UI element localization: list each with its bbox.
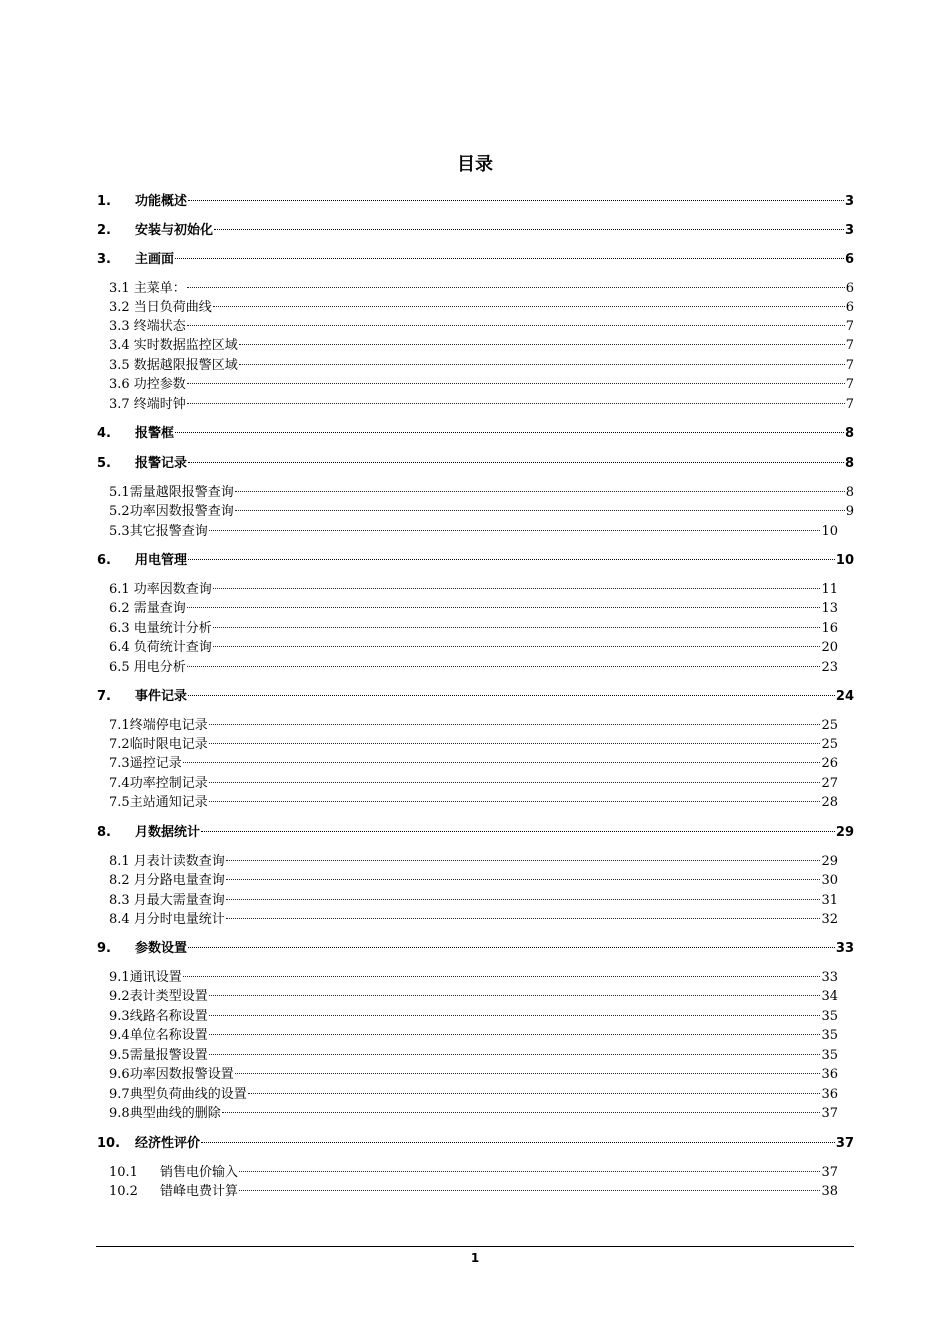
toc-entry-title: 经济性评价 (135, 1136, 201, 1151)
toc-entry-title: 功率因数查询 (133, 582, 212, 597)
toc-dot-leader (213, 613, 821, 632)
toc-entry-page: 8 (844, 456, 854, 471)
toc-entry-page: 33 (821, 970, 838, 985)
toc-entry-chapter[interactable] (97, 186, 854, 209)
toc-entry-section[interactable] (109, 1020, 838, 1043)
toc-entry-section[interactable] (109, 865, 838, 888)
toc-entry-number: 9.4 (109, 1028, 130, 1043)
toc-entry-section[interactable] (109, 369, 854, 392)
toc-dot-leader (235, 496, 845, 515)
toc-entry-section[interactable] (109, 574, 838, 597)
toc-entry-chapter[interactable] (97, 215, 854, 238)
toc-entry-number: 3.7 (109, 397, 130, 412)
toc-entry-number: 6. (97, 553, 111, 568)
toc-entry-chapter[interactable] (97, 448, 854, 471)
toc-entry-chapter[interactable] (97, 933, 854, 956)
toc-entry-number: 6.4 (109, 640, 130, 655)
toc-entry-number: 10. (97, 1136, 121, 1151)
toc-entry-number: 3.2 (109, 300, 130, 315)
toc-dot-leader (226, 885, 821, 904)
toc-dot-leader (187, 311, 845, 330)
toc-entry-number: 3.5 (109, 358, 130, 373)
toc-entry-title: 典型曲线的删除 (129, 1106, 221, 1121)
footer-page-number: 1 (470, 1251, 480, 1265)
toc-dot-leader (209, 1040, 821, 1059)
toc-entry-page: 13 (821, 601, 838, 616)
toc-entry-page: 7 (845, 358, 854, 373)
toc-entry-section[interactable] (109, 330, 854, 353)
toc-dot-leader (188, 186, 844, 205)
toc-entry-page: 25 (821, 737, 838, 752)
toc-entry-page: 24 (835, 689, 854, 704)
toc-entry-section[interactable] (109, 1059, 838, 1082)
toc-entry-title: 参数设置 (135, 941, 188, 956)
toc-entry-number: 3.3 (109, 319, 130, 334)
toc-entry-title: 其它报警查询 (129, 524, 208, 539)
toc-entry-number: 3.4 (109, 338, 130, 353)
toc-entry-title: 主菜单： (133, 281, 186, 296)
toc-dot-leader (188, 448, 844, 467)
toc-entry-title: 终端停电记录 (129, 718, 208, 733)
toc-entry-title: 报警记录 (135, 456, 188, 471)
toc-entry-title: 功能概述 (135, 194, 188, 209)
toc-dot-leader (188, 681, 835, 700)
toc-dot-leader (187, 389, 845, 408)
toc-entry-page: 7 (845, 338, 854, 353)
toc-entry-page: 23 (821, 660, 838, 675)
toc-entry-page: 8 (844, 426, 854, 441)
toc-entry-page: 16 (821, 621, 838, 636)
toc-entry-page: 7 (845, 377, 854, 392)
toc-entry-title: 通讯设置 (129, 970, 182, 985)
toc-entry-title: 临时限电记录 (129, 737, 208, 752)
toc-dot-leader (187, 273, 845, 292)
toc-entry-page: 25 (821, 718, 838, 733)
toc-entry-page: 36 (821, 1067, 838, 1082)
toc-entry-page: 7 (845, 319, 854, 334)
toc-entry-section[interactable] (109, 273, 854, 296)
toc-dot-leader (209, 981, 821, 1000)
toc-entry-number: 8.2 (109, 873, 130, 888)
toc-entry-page: 30 (821, 873, 838, 888)
toc-entry-page: 7 (845, 397, 854, 412)
toc-entry-section[interactable] (109, 496, 854, 519)
toc-entry-title: 典型负荷曲线的设置 (129, 1087, 247, 1102)
toc-dot-leader (183, 962, 821, 981)
toc-dot-leader (209, 768, 821, 787)
toc-dot-leader (239, 1176, 820, 1195)
toc-entry-section[interactable] (109, 710, 838, 733)
toc-entry-title: 单位名称设置 (129, 1028, 208, 1043)
toc-entry-number: 8.4 (109, 912, 130, 927)
toc-dot-leader (226, 846, 821, 865)
toc-entry-page: 36 (821, 1087, 838, 1102)
toc-entry-section[interactable] (109, 652, 838, 675)
toc-entry-section[interactable] (109, 962, 838, 985)
toc-dot-leader (188, 545, 835, 564)
toc-entry-page: 35 (821, 1028, 838, 1043)
toc-entry-section[interactable] (109, 981, 838, 1004)
toc-entry-section[interactable] (109, 593, 838, 616)
toc-entry-section[interactable] (109, 311, 854, 334)
toc-entry-section[interactable] (109, 613, 838, 636)
toc-entry-chapter[interactable] (97, 244, 854, 267)
toc-entry-number: 8.1 (109, 854, 130, 869)
toc-entry-title: 销售电价输入 (160, 1165, 239, 1180)
toc-entry-page: 35 (821, 1048, 838, 1063)
toc-entry-page: 35 (821, 1009, 838, 1024)
toc-entry-number: 2. (97, 223, 111, 238)
toc-entry-number: 9.1 (109, 970, 130, 985)
toc-entry-section[interactable] (109, 632, 838, 655)
toc-entry-section[interactable] (109, 1098, 838, 1121)
toc-entry-number: 7.4 (109, 776, 130, 791)
toc-entry-page: 6 (845, 300, 854, 315)
toc-entry-page: 28 (821, 795, 838, 810)
toc-entry-number: 7.1 (109, 718, 130, 733)
toc-entry-title: 错峰电费计算 (160, 1184, 239, 1199)
toc-entry-title: 月数据统计 (135, 825, 201, 840)
toc-entry-section[interactable] (109, 516, 838, 539)
toc-entry-chapter[interactable] (97, 545, 854, 568)
toc-dot-leader (213, 292, 845, 311)
toc-dot-leader (187, 593, 821, 612)
toc-entry-title: 终端状态 (133, 319, 186, 334)
toc-entry-title: 遥控记录 (129, 756, 182, 771)
toc-entry-number: 6.2 (109, 601, 130, 616)
toc-dot-leader (214, 215, 844, 234)
toc-dot-leader (188, 933, 835, 952)
toc-dot-leader (213, 632, 821, 651)
toc-entry-title: 功率因数报警查询 (129, 504, 234, 519)
toc-entry-title: 需量查询 (133, 601, 186, 616)
toc-dot-leader (248, 1079, 821, 1098)
toc-entry-number: 5.1 (109, 485, 130, 500)
toc-dot-leader (209, 729, 821, 748)
toc-entry-number: 9.7 (109, 1087, 130, 1102)
toc-entry-section[interactable] (109, 885, 838, 908)
toc-entry-section[interactable] (109, 1176, 838, 1199)
toc-entry-title: 需量越限报警查询 (129, 485, 234, 500)
toc-dot-leader (209, 1020, 821, 1039)
toc-dot-leader (239, 330, 845, 349)
toc-entry-page: 34 (821, 989, 838, 1004)
toc-entry-number: 9. (97, 941, 111, 956)
toc-entry-page: 6 (845, 281, 854, 296)
toc-dot-leader (187, 369, 845, 388)
toc-dot-leader (175, 418, 844, 437)
toc-entry-page: 10 (821, 524, 838, 539)
toc-entry-section[interactable] (109, 748, 838, 771)
toc-entry-page: 27 (821, 776, 838, 791)
toc-entry-number: 7.3 (109, 756, 130, 771)
toc-entry-title: 功控参数 (133, 377, 186, 392)
toc-entry-number: 9.8 (109, 1106, 130, 1121)
toc-dot-leader (226, 904, 821, 923)
toc-entry-title: 实时数据监控区域 (133, 338, 238, 353)
toc-entry-number: 3.1 (109, 281, 130, 296)
toc-entry-number: 6.1 (109, 582, 130, 597)
toc-entry-section[interactable] (109, 846, 838, 869)
page-title: 目录 (457, 154, 493, 175)
toc-entry-number: 8.3 (109, 893, 130, 908)
toc-entry-number: 9.3 (109, 1009, 130, 1024)
toc-entry-title: 月分路电量查询 (133, 873, 225, 888)
toc-entry-page: 9 (845, 504, 854, 519)
toc-entry-page: 6 (844, 252, 854, 267)
toc-entry-section[interactable] (109, 768, 838, 791)
toc-entry-title: 月最大需量查询 (133, 893, 225, 908)
toc-entry-section[interactable] (109, 787, 838, 810)
toc-entry-number: 9.2 (109, 989, 130, 1004)
toc-entry-page: 26 (821, 756, 838, 771)
toc-entry-page: 11 (821, 582, 838, 597)
toc-dot-leader (175, 244, 844, 263)
toc-entry-number: 4. (97, 426, 111, 441)
toc-entry-number: 10.1 (109, 1165, 138, 1180)
toc-entry-number: 5.2 (109, 504, 130, 519)
toc-dot-leader (213, 574, 821, 593)
toc-entry-number: 6.3 (109, 621, 130, 636)
toc-entry-number: 7.2 (109, 737, 130, 752)
toc-entry-page: 3 (844, 194, 854, 209)
toc-entry-title: 功率控制记录 (129, 776, 208, 791)
toc-entry-title: 终端时钟 (133, 397, 186, 412)
toc-dot-leader (201, 1128, 835, 1147)
toc-entry-title: 用电管理 (135, 553, 188, 568)
toc-entry-number: 5. (97, 456, 111, 471)
toc-entry-page: 31 (821, 893, 838, 908)
toc-entry-number: 3.6 (109, 377, 130, 392)
toc-entry-section[interactable] (109, 904, 838, 927)
toc-entry-title: 表计类型设置 (129, 989, 208, 1004)
toc-dot-leader (209, 516, 821, 535)
toc-entry-title: 月表计读数查询 (133, 854, 225, 869)
toc-entry-title: 电量统计分析 (133, 621, 212, 636)
toc-entry-page: 3 (844, 223, 854, 238)
toc-entry-number: 6.5 (109, 660, 130, 675)
toc-entry-page: 20 (821, 640, 838, 655)
toc-entry-title: 月分时电量统计 (133, 912, 225, 927)
toc-entry-section[interactable] (109, 1079, 838, 1102)
toc-entry-section[interactable] (109, 1157, 838, 1180)
toc-entry-chapter[interactable] (97, 817, 854, 840)
toc-entry-title: 报警框 (135, 426, 175, 441)
toc-entry-section[interactable] (109, 350, 854, 373)
toc-entry-number: 10.2 (109, 1184, 138, 1199)
toc-entry-title: 主站通知记录 (129, 795, 208, 810)
toc-entry-title: 事件记录 (135, 689, 188, 704)
toc-entry-title: 主画面 (135, 252, 175, 267)
toc-dot-leader (235, 1059, 821, 1078)
toc-entry-title: 线路名称设置 (129, 1009, 208, 1024)
toc-entry-section[interactable] (109, 729, 838, 752)
toc-entry-title: 功率因数报警设置 (129, 1067, 234, 1082)
toc-entry-number: 5.3 (109, 524, 130, 539)
toc-entry-page: 32 (821, 912, 838, 927)
toc-entry-title: 数据越限报警区域 (133, 358, 238, 373)
toc-entry-page: 33 (835, 941, 854, 956)
toc-entry-title: 负荷统计查询 (133, 640, 212, 655)
toc-dot-leader (187, 652, 821, 671)
toc-entry-number: 3. (97, 252, 111, 267)
toc-entry-number: 7.5 (109, 795, 130, 810)
toc-dot-leader (239, 350, 845, 369)
toc-dot-leader (209, 1001, 821, 1020)
toc-entry-number: 1. (97, 194, 111, 209)
toc-entry-section[interactable] (109, 389, 854, 412)
toc-entry-page: 38 (821, 1184, 838, 1199)
toc-dot-leader (209, 710, 821, 729)
toc-dot-leader (239, 1157, 820, 1176)
toc-dot-leader (209, 787, 821, 806)
toc-entry-page: 29 (821, 854, 838, 869)
toc-entry-chapter[interactable] (97, 418, 854, 441)
toc-dot-leader (201, 817, 835, 836)
footer-divider (96, 1246, 854, 1247)
toc-dot-leader (183, 748, 821, 767)
toc-entry-title: 需量报警设置 (129, 1048, 208, 1063)
toc-entry-chapter[interactable] (97, 1128, 854, 1151)
toc-entry-number: 9.6 (109, 1067, 130, 1082)
toc-entry-title: 用电分析 (133, 660, 186, 675)
toc-entry-page: 10 (835, 553, 854, 568)
toc-entry-page: 29 (835, 825, 854, 840)
toc-dot-leader (235, 477, 845, 496)
toc-entry-section[interactable] (109, 477, 854, 500)
toc-entry-page: 37 (821, 1106, 838, 1121)
toc-entry-number: 7. (97, 689, 111, 704)
toc-entry-section[interactable] (109, 1040, 838, 1063)
toc-dot-leader (226, 865, 821, 884)
toc-entry-page: 8 (845, 485, 854, 500)
toc-entry-number: 9.5 (109, 1048, 130, 1063)
toc-entry-chapter[interactable] (97, 681, 854, 704)
toc-entry-title: 当日负荷曲线 (133, 300, 212, 315)
toc-entry-page: 37 (835, 1136, 854, 1151)
toc-entry-page: 37 (821, 1165, 838, 1180)
toc-dot-leader (222, 1098, 821, 1117)
toc-entry-section[interactable] (109, 292, 854, 315)
toc-entry-number: 8. (97, 825, 111, 840)
toc-entry-title: 安装与初始化 (135, 223, 214, 238)
toc-entry-section[interactable] (109, 1001, 838, 1024)
